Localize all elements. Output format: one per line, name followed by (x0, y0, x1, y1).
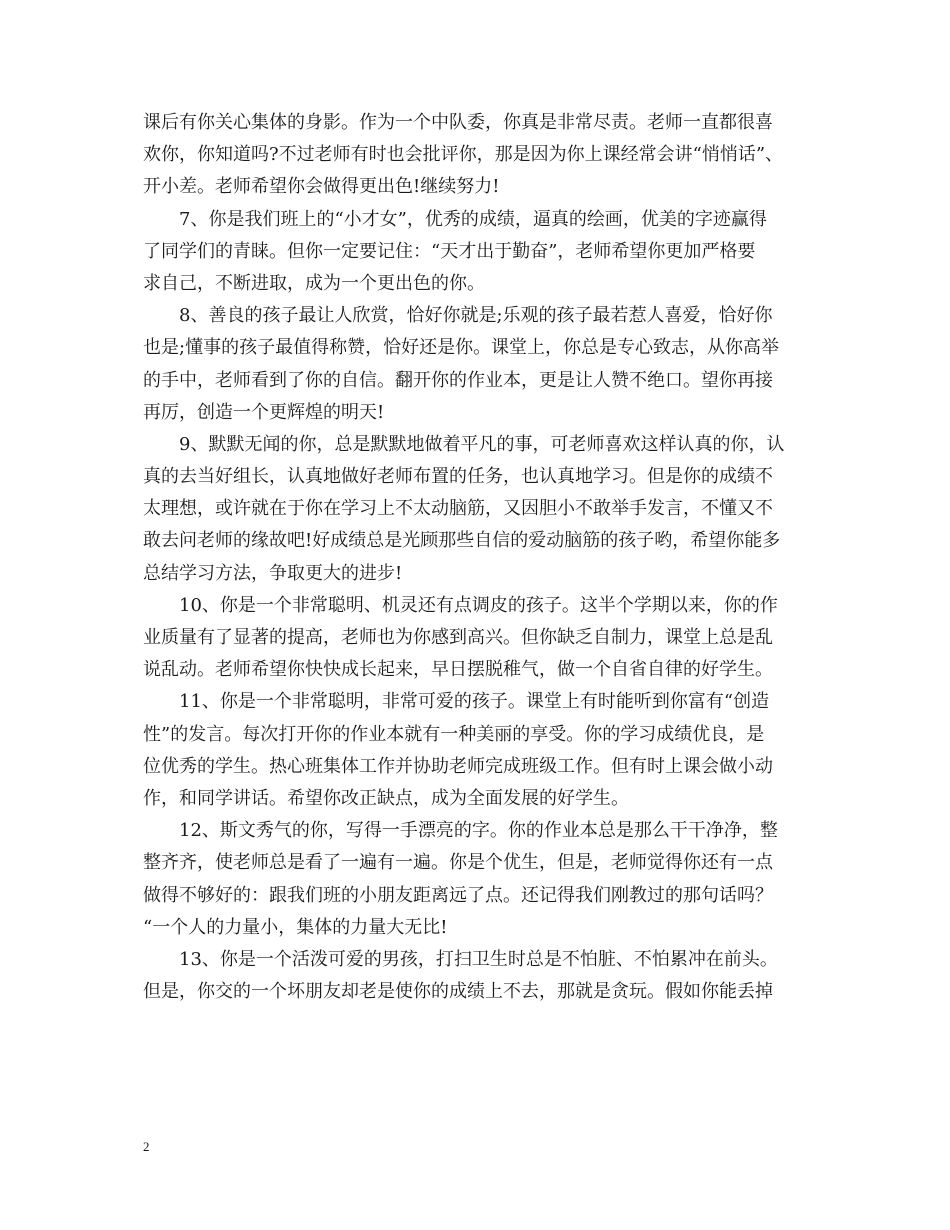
text-line: 的手中，老师看到了你的自信。翻开你的作业本，更是让人赞不绝口。望你再接 (143, 369, 773, 391)
text-line: 业质量有了显著的提高，老师也为你感到高兴。但你缺乏自制力，课堂上总是乱 (143, 627, 773, 648)
text-line: 作，和同学讲话。希望你改正缺点，成为全面发展的好学生。 (143, 787, 629, 809)
body-text (143, 107, 813, 1008)
text-line: 欢你，你知道吗?不过老师有时也会批评你，那是因为你上课经常会讲“悄悄话”、 (143, 144, 784, 166)
text-line: 8、善良的孩子最让人欣赏，恰好你就是;乐观的孩子最若惹人喜爱，恰好你 (143, 305, 773, 327)
text-line: 也是;懂事的孩子最值得称赞，恰好还是你。课堂上，你总是专心致志，从你高举 (143, 337, 780, 359)
text-line: “一个人的力量小，集体的力量大无比! (143, 916, 448, 938)
text-line: 太理想，或许就在于你在学习上不太动脑筋，又因胆小不敢举手发言，不懂又不 (143, 498, 773, 520)
text-line: 课后有你关心集体的身影。作为一个中队委，你真是非常尽责。老师一直都很喜 (143, 112, 773, 133)
text-line: 了同学们的青睐。但你一定要记住：“天才出于勤奋”，老师希望你更加严格要 (143, 240, 756, 262)
text-line: 求自己，不断进取，成为一个更出色的你。 (143, 272, 485, 294)
text-line: 11、你是一个非常聪明，非常可爱的孩子。课堂上有时能听到你富有“创造 (143, 691, 770, 713)
text-line: 性”的发言。每次打开你的作业本就有一种美丽的享受。你的学习成绩优良，是 (143, 723, 765, 745)
text-line: 开小差。老师希望你会做得更出色!继续努力! (143, 176, 500, 198)
text-line: 7、你是我们班上的“小才女”，优秀的成绩，逼真的绘画，优美的字迹赢得 (143, 208, 767, 230)
text-line: 真的去当好组长，认真地做好老师布置的任务，也认真地学习。但是你的成绩不 (143, 466, 773, 488)
text-line: 13、你是一个活泼可爱的男孩，打扫卫生时总是不怕脏、不怕累冲在前头。 (143, 948, 778, 970)
text-line: 10、你是一个非常聪明、机灵还有点调皮的孩子。这半个学期以来，你的作 (143, 594, 778, 616)
text-line: 位优秀的学生。热心班集体工作并协助老师完成班级工作。但有时上课会做小动 (143, 755, 773, 777)
text-line: 整齐齐，使老师总是看了一遍有一遍。你是个优生，但是，老师觉得你还有一点 (143, 852, 773, 874)
text-line: 但是，你交的一个坏朋友却老是使你的成绩上不去，那就是贪玩。假如你能丢掉 (143, 981, 773, 1003)
page-number: 2 (143, 1139, 150, 1154)
text-line: 再厉，创造一个更辉煌的明天! (143, 401, 385, 423)
text-line: 做得不够好的：跟我们班的小朋友距离远了点。还记得我们刚教过的那句话吗？ (143, 884, 773, 906)
text-line: 说乱动。老师希望你快快成长起来，早日摆脱稚气，做一个自省自律的好学生。 (143, 659, 773, 681)
text-line: 敢去问老师的缘故吧!好成绩总是光顾那些自信的爱动脑筋的孩子哟，希望你能多 (143, 530, 781, 552)
text-line: 9、默默无闻的你，总是默默地做着平凡的事，可老师喜欢这样认真的你，认 (143, 433, 785, 455)
text-line: 总结学习方法，争取更大的进步! (143, 562, 403, 584)
text-line: 12、斯文秀气的你，写得一手漂亮的字。你的作业本总是那么干干净净，整 (143, 820, 778, 842)
